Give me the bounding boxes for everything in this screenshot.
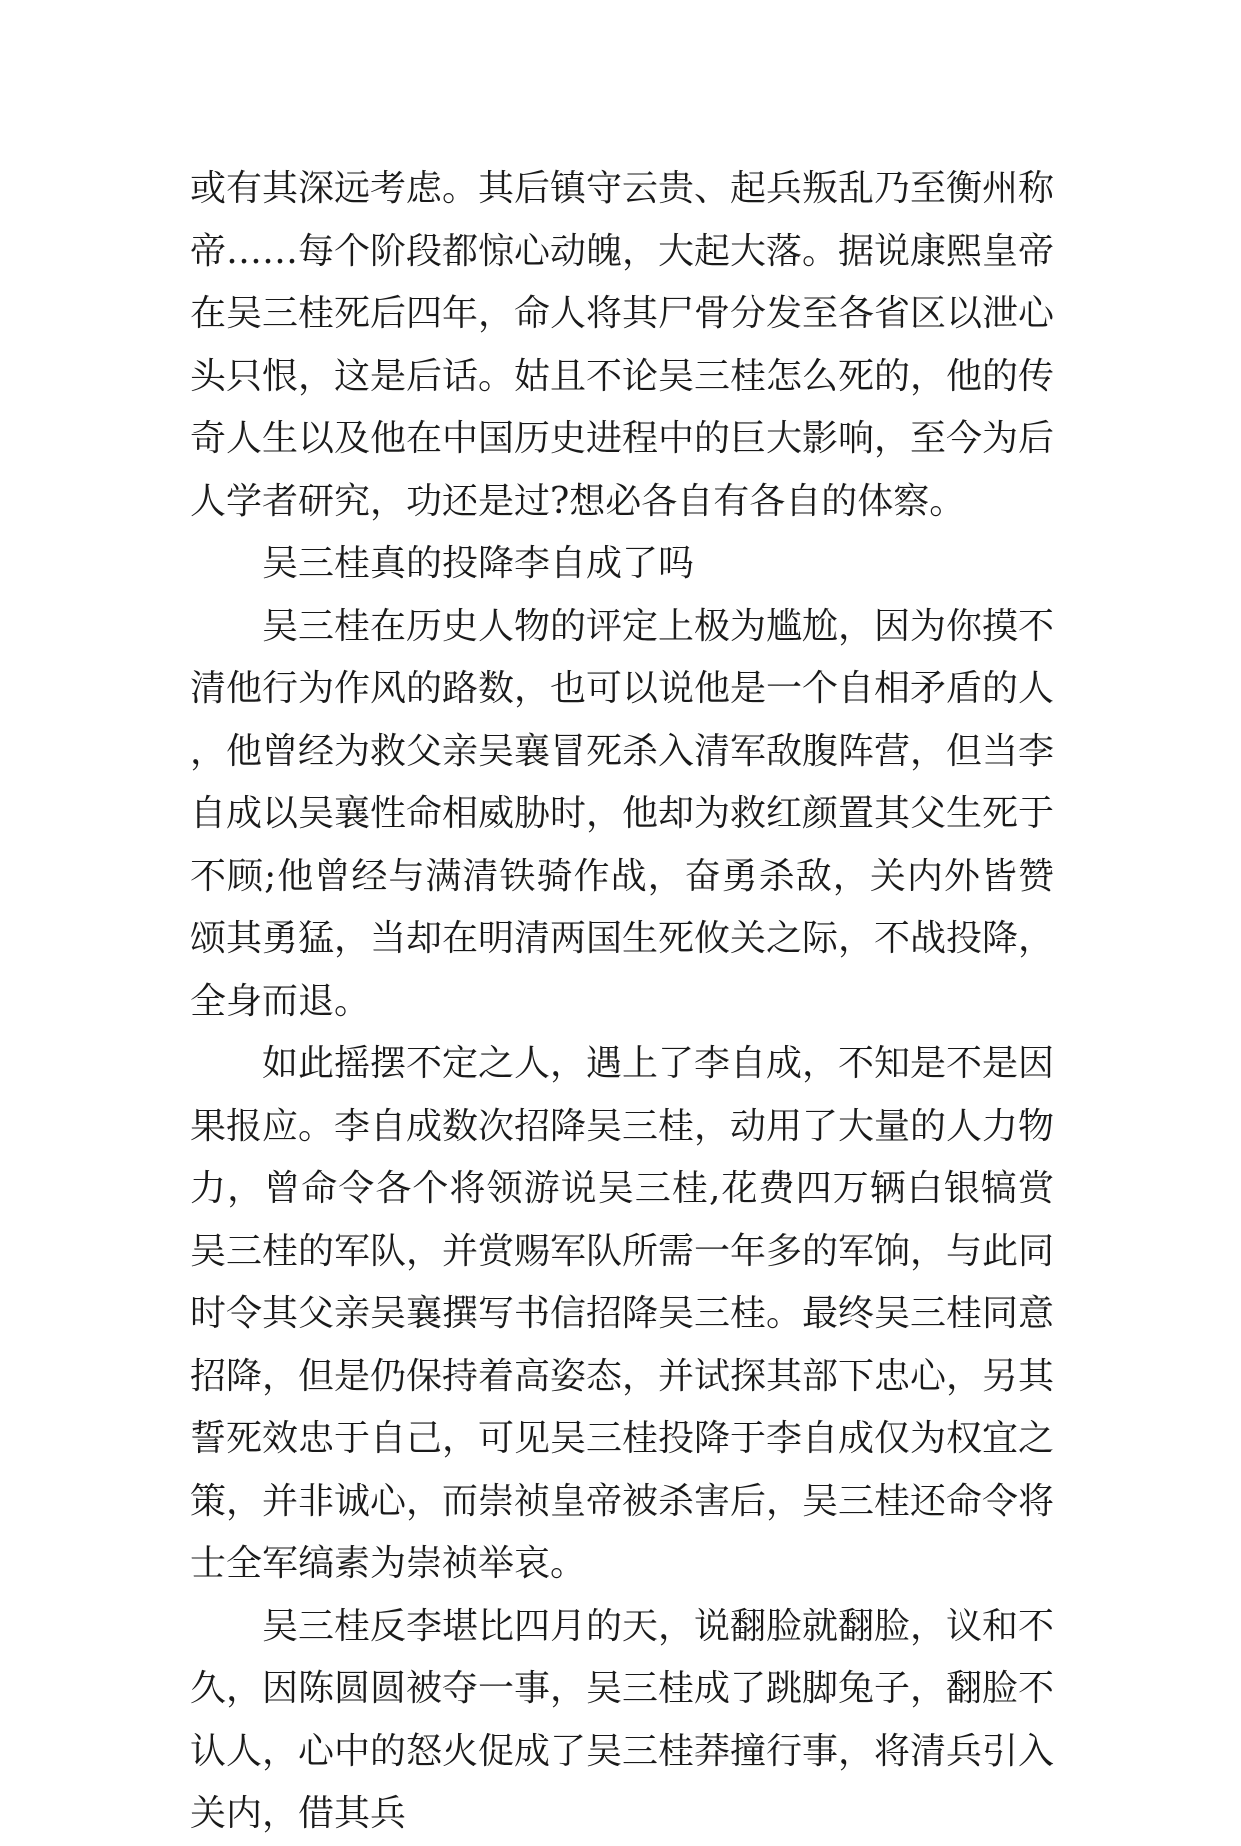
- paragraph-continued: 或有其深远考虑。其后镇守云贵、起兵叛乱乃至衡州称帝……每个阶段都惊心动魄，大起大落。据说康熙皇帝在吴三桂死后四年，命人将其尸骨分发至各省区以泄心头只恨，这是后话。姑且不论吴三桂怎么死的，他的传奇人生以及他在中国历史进程中的巨大影响，至今为后人学者研究，功还是过?想必各自有各自的体察。: [190, 168, 1055, 522]
- paragraph-3: 吴三桂反李堪比四月的天，说翻脸就翻脸，议和不久，因陈圆圆被夺一事，吴三桂成了跳脚兔子，翻脸不认人，心中的怒火促成了吴三桂莽撞行事，将清兵引入关内，借其兵: [190, 1605, 1055, 1834]
- paragraph-2: 如此摇摆不定之人，遇上了李自成，不知是不是因果报应。李自成数次招降吴三桂，动用了大量的人力物力，曾命令各个将领游说吴三桂,花费四万辆白银犒赏吴三桂的军队，并赏赐军队所需一年多的军饷，与此同时令其父亲吴襄撰写书信招降吴三桂。最终吴三桂同意招降，但是仍保持着高姿态，并试探其部下忠心，另其誓死效忠于自己，可见吴三桂投降于李自成仅为权宜之策，并非诚心，而崇祯皇帝被杀害后，吴三桂还命令将士全军缟素为崇祯举哀。: [190, 1043, 1055, 1584]
- document-body: [190, 158, 1054, 1846]
- paragraph-1: 吴三桂在历史人物的评定上极为尴尬，因为你摸不清他行为作风的路数，也可以说他是一个自相矛盾的人，他曾经为救父亲吴襄冒死杀入清军敌腹阵营，但当李自成以吴襄性命相威胁时，他却为救红颜置其父生死于不顾;他曾经与满清铁骑作战，奋勇杀敌，关内外皆赞颂其勇猛，当却在明清两国生死攸关之际，不战投降，全身而退。: [190, 605, 1055, 1022]
- section-heading: 吴三桂真的投降李自成了吗: [262, 543, 695, 584]
